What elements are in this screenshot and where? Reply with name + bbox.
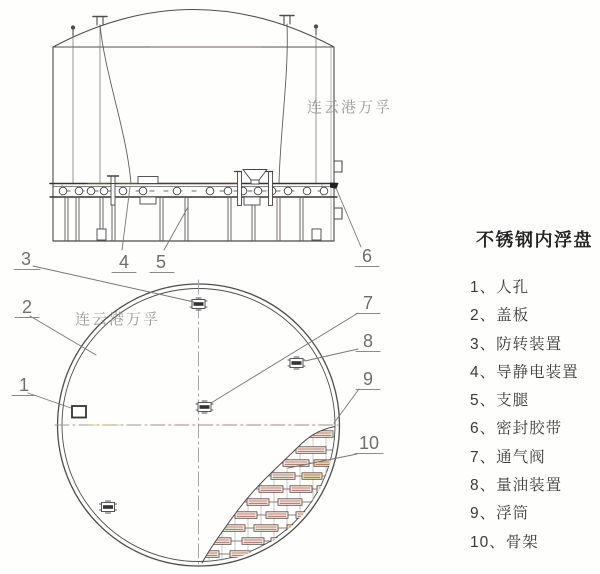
pontoon-bar — [235, 512, 257, 519]
lower-left-fitting — [100, 501, 117, 513]
static-cable-right — [279, 24, 287, 184]
elevation-view — [50, 10, 342, 242]
vent-valve-elevation — [235, 170, 273, 206]
legend-title: 不锈钢内浮盘 — [476, 230, 593, 250]
frame-grid-horizontal — [196, 437, 338, 554]
roof-pin-left — [71, 26, 74, 36]
callout-2 — [15, 297, 39, 318]
wall-bracket-upper — [334, 161, 342, 172]
callout-7-number: 7 — [362, 293, 374, 313]
callout-8 — [356, 331, 380, 352]
pontoon-bar — [266, 512, 288, 519]
pontoon-bar — [259, 486, 283, 493]
legend-item-5: 5、支腿 — [470, 392, 530, 410]
legend-item-8: 8、量油装置 — [470, 477, 563, 495]
legend-item-4: 4、导静电装置 — [470, 363, 579, 381]
anti-rotation-fitting — [190, 298, 207, 310]
static-cable-left — [100, 25, 131, 184]
callout-1 — [12, 375, 36, 396]
pontoon-bar — [201, 551, 219, 558]
watermark-plan: 连云港万孚 — [75, 311, 161, 328]
callout-10 — [355, 433, 383, 454]
callout-5-leader — [164, 207, 188, 250]
wall-bracket-lower — [334, 208, 342, 219]
pontoon-bar — [278, 499, 302, 506]
legend-item-2: 2、盖板 — [470, 307, 530, 325]
center-vent-fitting — [196, 401, 213, 413]
manhole-marker — [72, 406, 86, 418]
gauge-fitting — [288, 357, 305, 369]
support-legs — [65, 197, 321, 241]
callout-7-leader — [211, 313, 358, 403]
roof-nozzle-right — [280, 16, 294, 25]
legend-item-3: 3、防转装置 — [470, 335, 563, 353]
pontoon-bar — [271, 473, 295, 480]
pontoon-bar — [254, 525, 278, 532]
roof-nozzle-left — [93, 17, 107, 26]
callout-9-number: 9 — [362, 369, 374, 389]
callout-4 — [112, 252, 136, 273]
callout-10-number: 10 — [358, 433, 380, 453]
callout-9 — [356, 369, 380, 390]
roof-pin-right — [314, 25, 317, 35]
pontoon-bar — [271, 538, 289, 545]
pontoon-bar — [290, 486, 312, 493]
legend-panel — [470, 226, 600, 557]
callout-1-number: 1 — [18, 375, 30, 395]
pontoon-bar — [296, 447, 326, 454]
callout-3-number: 3 — [20, 249, 32, 269]
legend-item-6: 6、密封胶带 — [470, 420, 563, 438]
legend-item-10: 10、骨架 — [470, 533, 539, 551]
legend-items — [470, 274, 600, 557]
legend-item-1: 1、人孔 — [470, 279, 530, 296]
legend-item-9: 9、浮筒 — [470, 505, 530, 523]
callout-5-number: 5 — [155, 252, 167, 272]
pontoon-bar — [302, 473, 322, 480]
legend-item-7: 7、通气阀 — [470, 448, 546, 466]
pontoon-bar — [242, 538, 264, 545]
pontoon-bar — [247, 499, 269, 506]
callout-6-leader — [336, 188, 361, 247]
callout-7 — [356, 293, 380, 314]
callout-labels — [12, 246, 383, 454]
callout-6-number: 6 — [361, 246, 373, 266]
callout-8-number: 8 — [362, 331, 374, 351]
pontoon-bar — [230, 551, 250, 558]
watermark-elevation: 连云港万孚 — [307, 99, 393, 116]
pontoon-bar — [283, 460, 309, 467]
callout-4-number: 4 — [118, 252, 130, 272]
callout-5 — [150, 252, 174, 273]
callout-3-leader — [33, 266, 194, 302]
floating-deck — [50, 183, 339, 198]
callout-6 — [355, 246, 379, 267]
callout-2-number: 2 — [21, 297, 33, 317]
